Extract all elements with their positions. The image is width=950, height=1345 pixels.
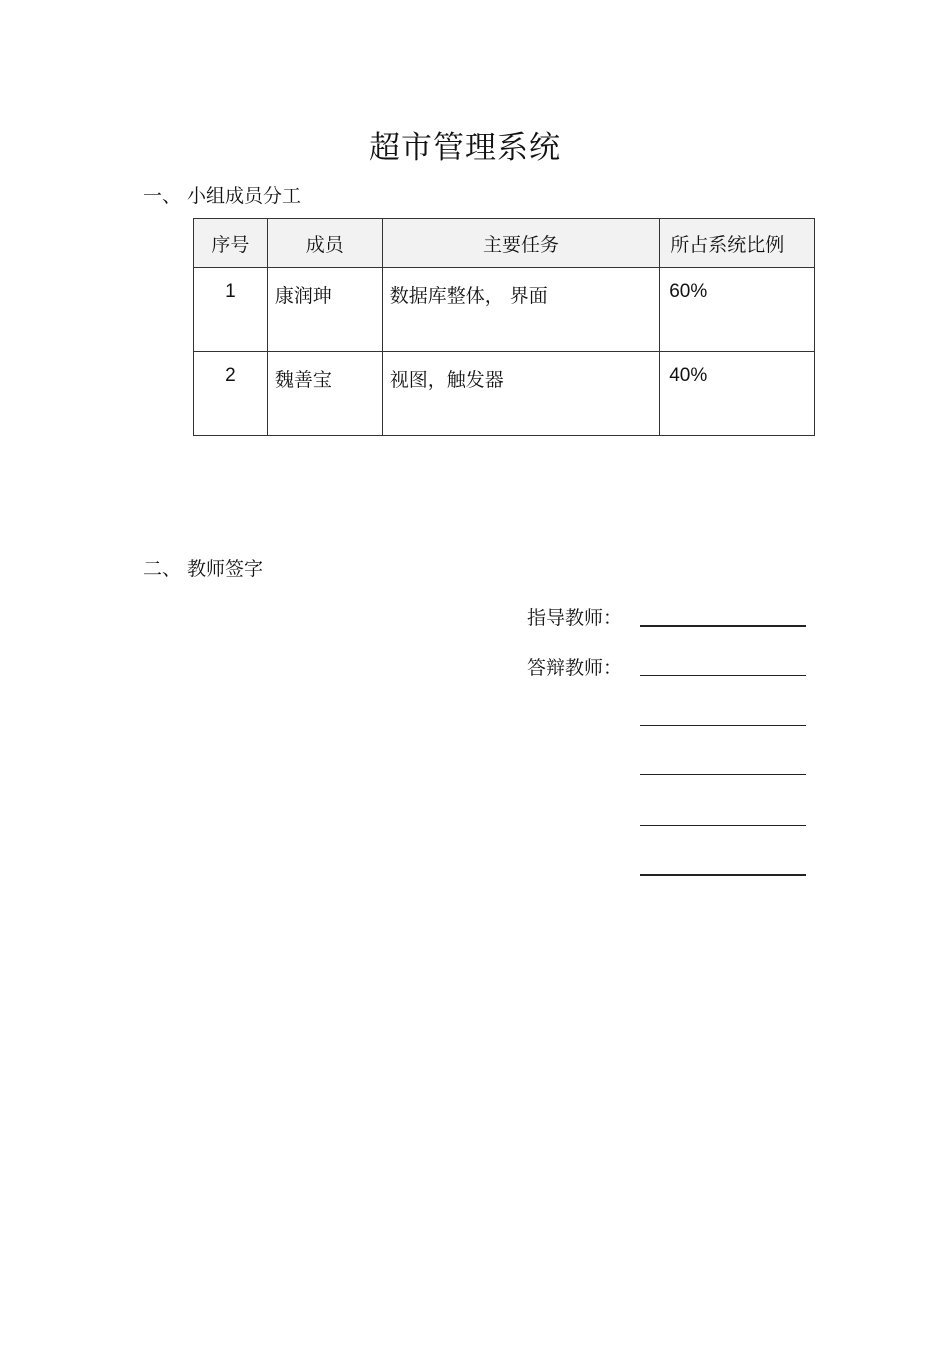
defense-label: 答辩教师： <box>527 657 623 679</box>
row-percentage: 60% <box>660 268 815 352</box>
table-row <box>194 268 815 352</box>
row-member: 魏善宝 <box>267 352 382 436</box>
row-task: 数据库整体， 界面 <box>382 268 660 352</box>
advisor-label: 指导教师： <box>527 607 623 629</box>
defense-signature-line[interactable] <box>640 825 806 826</box>
header-task: 主要任务 <box>382 219 660 268</box>
header-no: 序号 <box>194 219 268 268</box>
advisor-signature-line[interactable] <box>640 625 806 627</box>
header-percentage: 所占系统比例 <box>660 219 815 268</box>
table-header-row <box>194 219 815 268</box>
header-member: 成员 <box>267 219 382 268</box>
row-task: 视图，触发器 <box>382 352 660 436</box>
row-no: 2 <box>194 352 268 436</box>
row-percentage: 40% <box>660 352 815 436</box>
row-no: 1 <box>194 268 268 352</box>
defense-signature-line[interactable] <box>640 774 806 775</box>
defense-signature-line[interactable] <box>640 874 806 876</box>
section-heading-teacher-signature: 二、 教师签字 <box>143 558 264 580</box>
defense-signature-line[interactable] <box>640 725 806 726</box>
member-table <box>193 218 815 436</box>
defense-signature-line[interactable] <box>640 675 806 676</box>
document-title: 超市管理系统 <box>369 130 561 166</box>
section-heading-member-roles: 一、 小组成员分工 <box>143 185 302 207</box>
row-member: 康润珅 <box>267 268 382 352</box>
table-row <box>194 352 815 436</box>
